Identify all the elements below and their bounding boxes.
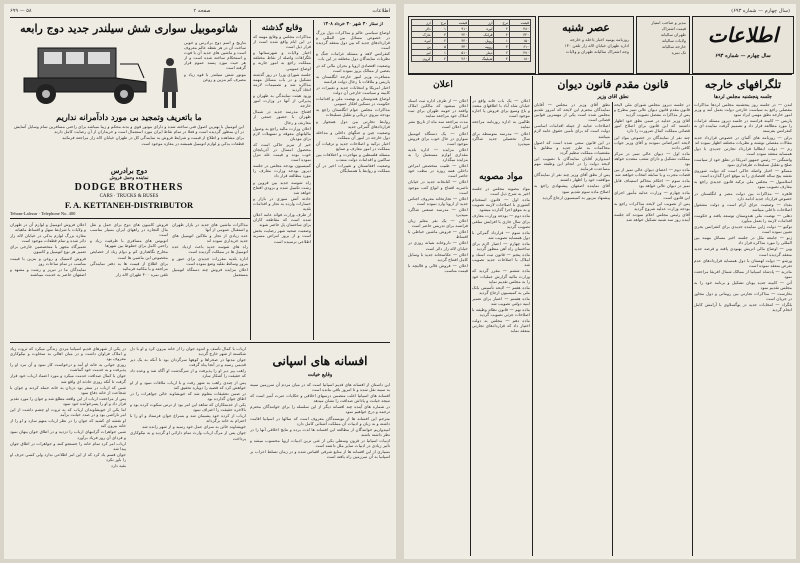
- dodge-advertisement: [10, 20, 248, 216]
- announcement-title: اعلان: [433, 80, 453, 90]
- past-events-title: وقایع گذشته: [261, 22, 303, 32]
- issue-date-block: [538, 16, 634, 74]
- lower-col-3: مذاکرات ماشین های جدید در بازار طهران و استقبال عمومی از آنها عده زیادی از تجار و ملاکین اتومبیل های جدید خریداری نموده اند راه های شوسه جدید باعث ازدیاد عده اتومبیل ها در مملکت گردیده است اداره بلدیه مقررات جدیدی برای عبور و مرور وسائط نقلیه وضع نموده است اعلان مزایده فروش چند دستگاه اتومبیل مستعمل: [172, 222, 248, 277]
- law-sub: نطق آقای وزیر: [597, 94, 629, 100]
- paper-name-small: اطلاعات: [372, 8, 390, 14]
- issue-info-text: روزنامه یومیه اخبار داخله و خارجه اداره طهران خیابان لاله زار تلفن ۱۳۰ وجه اشتراک سالیانه طهران و ولایات: [564, 37, 629, 55]
- column-rule: [313, 20, 314, 340]
- law-column-2: نطق آقای وزیر در مجلس — آقایان نمایندگان محترم این لایحه که امروز تقدیم مجلس شده است یکی از مهمترین قوانین قضائی است اصلاحات عدلیه از جمله اقدامات اساسی دولت است که برای تأمین حقوق عامه لازم میباشد در این قانون سعی شده است که اصول محاکمات به طرز جدید و مطابق با مقتضیات مملکت تنظیم گردد امیدوارم آقایان نمایندگان با تصویب این لایحه دولت را در انجام این وظیفه مهم مساعدت فرمایند پس از نطق آقای وزیر چند نفر از نمایندگان موافقت خود را اظهار داشتند آقای نماینده اصفهان پیشنهادی راجع به اصلاح ماده سوم تقدیم نمود پیشنهاد مزبور به کمیسیون ارجاع گردید: [534, 102, 610, 200]
- lower-col-2: فروش کامیون های دوج برای حمل و نقل مال التجاره در راههای ایران بسیار مناسب است اتوبوس های مسافری با ظرفیت زیاد و راحتی کامل برای خطوط بین شهرها مخارج نگاهداری کم و دوام زیاد از خصایص مخصوص این ماشین ها است برای اطلاع از قیمت ها به دفتر نمایندگی مراجعه و یا مکاتبه فرمائید تلفن نمره ۴۰۰ طهران لاله زار: [90, 222, 168, 277]
- date-line: از ستار ۳۰ شهر ۳۰ خرداد ۱۳۰۸: [323, 22, 383, 27]
- story-col-2: ارباب با کمال تأسف و اندوه جوان را از خانه بیرون کرد و او با دل شکسته از شهر خارج گردید جوان مدتها در صحراها و کوهها سرگردان بود تا آنکه به یک دیر قدیمی رسید و در آنجا پناه گرفت راهب پیر دیر او را پذیرفت و از سرگذشت او آگاه شد و وعده داد که حقیقت را آشکار سازد پس از چندی راهب به شهر رفت و با ارباب ملاقات نمود و از او خواهش کرد که قضیه را دوباره تحقیق کند در ضمن تحقیقات معلوم شد که خویشاوند خائن جواهرات را در اطاق جوان گذارده بود یکی از خدمتکاران که شاهد این امر بود از ترس سکوت کرده بود و بالاخره حقیقت را اعتراف نمود ارباب از کرده خود پشیمان شد و بسراغ جوان فرستاد و او را با احترام به خانه برگرداند خویشاوند خائن به سزای عمل خود رسید و از شهر رانده شد جوان پس از مرگ ارباب وارث تمام دارائی او گردید و به نیکوکاری پرداخت: [130, 346, 246, 441]
- lower-col-1: اعلان فروش اتومبیل و لوازم آن در طهران و ولایات با شرایط سهل و اقساط ماهیانه مغازه بزرگ لوازم یدکی در خیابان لاله زار دائر شده و تمام قطعات موجود است تعمیرگاه مجهز با متخصصین خارجی برای تعمیر هر نوع اتومبیل و کامیون فروش لاستیک و روغن و بنزین با قیمت مناسب در تمام ساعات روز نمایندگان ما در تبریز و رشت و مشهد و اصفهان حاضر به خدمت میباشند: [10, 222, 86, 277]
- column-rule: [612, 102, 613, 556]
- law-column-1: در جلسه دیروز مجلس شورای ملی لایحه قانون مقدم قانون دیوان عالی تمیز مطرح و پس از مذاکرات مفصل تصویب گردید آقای وزیر عدلیه در ضمن نطق خود اظهار داشتند که این قانون برای اصلاح امور قضائی مملکت کمال ضرورت را دارد چند نفر از نمایندگان در خصوص مواد این لایحه اعتراضاتی نمودند و آقای وزیر جواب کافی دادند ماده اول — دیوان عالی تمیز در مرکز مملکت تشکیل و دارای شعب متعدده خواهد بود ماده دوم — اعضای دیوان عالی تمیز از بین قضات مجرب و با سابقه انتخاب خواهند شد ماده سوم — احکام محاکم استیناف قابل تمیز در دیوان عالی خواهد بود ماده چهارم — وزارت عدلیه مأمور اجرای این قانون است پس از تصویب این لایحه مذاکرات راجع به بودجه وزارت عدلیه شروع گردید آقای رئیس مجلس اعلام نمودند که جلسه آینده روز سه شنبه تشکیل خواهد شد: [614, 102, 690, 222]
- ad-body-text: این اتومبیل با بهترین اصول فنی ساخته شده و دارای موتور قوی و بدنه محکم و زیبا میباشد برای راحتی مسافرین تمام وسایل آسایش در آن منظور گردیده است و فعلا در تمام نقاط ایران مورد استعمال است و خریداران از آن رضایت کامل دارند برای مشاهده و اطلاع از قیمت و شرایط فروش به نمایندگی کل در طهران خیابان لاله زار مراجعه فرمائید قطعات یدکی و لوازم اتومبیل همیشه در مغازه موجود است: [14, 124, 244, 147]
- announcement-column-a: اعلان — یک باب خانه واقع در خیابان شاه آباد با اطاقهای متعدد و باغ وسیع برای فروش یا اجاره موجود است طالبین به اداره روزنامه مراجعه نمایند اعلان — مدرسه متوسطه برای سال تحصیلی جدید شاگرد میپذیرد: [472, 98, 530, 146]
- masthead-rule: [408, 74, 792, 75]
- announcement-column-b: اعلان — از طرف اداره ثبت اسناد اعلان میشود که مالکین املاک واقعه در حومه طهران برای ثبت املاک خود مراجعه نمایند مدت مراجعه سه ماه از تاریخ نشر این اعلان است اعلان — یک دستگاه اتومبیل سواری در حال خوب برای فروش موجود است اعلان مزایده — اداره بلدیه مقداری لوازم مستعمل را به مزایده میگذارد اعلان — طبیب متخصص امراض داخلی همه روزه در مطب خود حاضر است اعلان — کتابخانه جدید در خیابان ناصریه افتتاح و انواع کتب موجود است اعلان — تجارتخانه معروف اجناس جدید از اروپا وارد نموده است اعلان — مدرسه صنعتی شاگرد میپذیرد اعلان — یک نفر معلم زبان فرانسه برای تدریس حاضر است اعلان — فروش ماشین خیاطی با اقساط اعلان — داروخانه شبانه روزی در خیابان لاله زار دائر است اعلان — عکاسخانه جدید با وسایل کامل افتتاح گردید اعلان — فروش قالی و قالیچه با قیمت مناسب: [408, 98, 468, 273]
- page-number: ۶۹۹ — ۵۸: [10, 8, 32, 14]
- law-title: قانون مقدم قانون دیوان: [557, 78, 669, 91]
- left-page-header: [10, 8, 390, 16]
- right-page-header: [410, 8, 790, 16]
- ad-brand: DODGE BROTHERS: [74, 182, 184, 193]
- subscription-block: [636, 16, 690, 74]
- materials-column: مواد مصوبه مجلس در جلسه اخیر به شرح ذیل است ماده اول — قانون استخدام کشوری با اصلاحات لازمه تصویب و به موقع اجرا گذارده میشود ماده دوم — بودجه وزارت معارف برای سال جاری با افزایش مبلغی تصویب گردید ماده سوم — قرارداد گمرکی با دول همسایه تصویب شد ماده چهارم — اعتبار لازم برای ساختمان راه آهن منظور گردید ماده پنجم — قانون ثبت اسناد و املاک با اصلاحات جدید تصویب شد ماده ششم — مقرر گردید که وزارت مالیه گزارش عملیات خود را به مجلس تقدیم نماید ماده هفتم — لایحه تأسیس بانک ملی به کمیسیون ارجاع گردید ماده هشتم — اعتبار برای تعمیر ابنیه دولتی تصویب شد ماده نهم — قانون نظام وظیفه با اصلاحات جزئی تصویب گردید ماده دهم — مجلس به دولت اختیار داد که قراردادهای تجارتی منعقد نماید: [472, 186, 530, 334]
- story-col-1: در یکی از شهرهای قدیم اسپانیا مردی زندگی میکرد که ثروت زیاد و املاک فراوان داشت و در میان اهالی به سخاوت و نیکوکاری معروف بود روزی جوانی به خانه او آمد و درخواست کار نمود و آن مرد او را پذیرفت و به خدمت خود گماشت جوان با کمال صداقت خدمت میکرد و مورد اعتماد ارباب خود قرار گرفت تا آنکه روزی حادثه ای واقع شد شبی که ارباب در سفر بود دزدان به خانه حمله کردند و جوان با شجاعت از خانه دفاع نمود پس از مراجعت ارباب از این واقعه مطلع شد و جوان را مورد تقدیر قرار داد و او را پسرخوانده خود نمود اما یکی از خویشاوندان ارباب که به ثروت او چشم داشت از این امر ناراضی بود و در صدد خیانت برآمد او نقشه ای کشید که جوان را در نظر ارباب متهم سازد و او را از خانه بیرون کند شبی جواهرات گرانبهای ارباب را دزدید و در اطاق جوان پنهان نمود و فردای آن روز فریاد برآورد ارباب امر کرد تمام خانه را جستجو کنند و جواهرات در اطاق جوان پیدا شد جوان قسم یاد کرد که از این امر اطلاعی ندارد ولی کسی حرف او را باور نکرد بقیه دارد: [10, 346, 126, 468]
- materials-title: مواد مصوبه: [479, 172, 523, 182]
- ad-products: CARS · TRUCKS & BUSES: [99, 194, 159, 199]
- header-rule: [10, 17, 390, 18]
- column-rule: [470, 96, 471, 556]
- foreign-telegrams-sub: جلسه پنجشنبه مجلس لردها: [713, 94, 772, 100]
- ad-side-text: بتاریخ و اسم دوج برادرس و خوبی ساخت آن در هر نقطه عالم معروف است و ماشین های جدید آن با قوت و استحکام ساخته شده است و از هر حیث مورد پسند عموم قرار گرفته است موتور شش سیلندر با قوه زیاد و مصرف کم بنزین و روغن: [184, 40, 246, 82]
- telegrams-column: لندن — در جلسه روز پنجشنبه مجلس لردها مذاکرات مفصلی راجع به سیاست خارجی دولت بعمل آمد و وزیر امور خارجه نطق مهمی ایراد نمود پاریس — کابینه فرانسه در جلسه دیروز مسئله غرامات را مورد مطالعه قرار داد و تصمیم گرفت نماینده ای به کنفرانس بفرستد برلن — روزنامه های آلمان در خصوص قرارداد جدید مقالات مفصلی نوشته و نظریات مختلفه اظهار نموده اند رم — دولت ایطالیا قرارداد تجارتی جدیدی با دول همسایه منعقد نموده است واشنگتن — رئیس جمهور امریکا در نطق خود از سیاست صلح و تقلیل تسلیحات طرفداری نمود مسکو — اخبار واصله حاکی است که دولت شوروی نقشه پنج ساله اقتصادی را به موقع اجرا گذارده است اسلامبول — مجلس ملی ترکیه قانون جدیدی راجع به معارف تصویب نمود قاهره — مذاکرات بین دولت مصر و انگلستان در خصوص قرارداد جدید ادامه دارد بغداد — وضعیت عراق آرام است و دولت مشغول اصلاحات داخلی میباشد دهلی — نهضت ملی هندوستان توسعه یافته و حکومت اقدامات لازمه را بعمل میآورد توکیو — دولت ژاپن نماینده جدیدی برای کنفرانس بحری تعیین نموده است ژنو — جامعه ملل در جلسه اخیر مسائل مهمه بین المللی را مورد مذاکره قرار داد وین — اوضاع مالی اتریش بهبودی یافته و قرضه جدید منعقد گردیده است ورشو — دولت لهستان با دول همسایه قراردادهای عدم تعرض منعقد نموده است مادرید — پادشاه اسپانیا از ممالک شمال افریقا مراجعت نمود آتن — کابینه جدید یونان تشکیل و برنامه خود را به مجلس تقدیم نمود بخارست — مذاکرات تجارتی بین رومانی و دول مجاور در جریان است بلگراد — انتخابات جدید در یوگسلاوی با آرامش کامل انجام گردید: [694, 102, 792, 313]
- page-label: صفحه ۲: [193, 8, 211, 14]
- ad-brand-persian: دوج برادرس: [110, 166, 148, 175]
- section-rule: [10, 218, 250, 219]
- ad-distributor: F. A. KETTANEH-DISTRIBUTOR: [64, 200, 194, 210]
- foreign-telegrams-title: تلگرافهای خارجه: [704, 78, 782, 91]
- masthead-logo: [692, 16, 794, 74]
- spanish-tales-subtitle: وقایع خیانت: [307, 372, 333, 378]
- column-rule: [692, 76, 693, 556]
- newspaper-name: اطلاعات: [707, 23, 779, 47]
- issue-number: (سال چهارم — شماره ۶۹۳): [731, 8, 790, 14]
- newspaper-subline: سال چهارم — شماره ۶۹۳: [715, 53, 771, 59]
- subscription-text: مدیر و صاحب امتیاز قیمت اشتراک طهران سالیانه ولایات سالیانه خارجه سالیانه تک نمره: [651, 20, 686, 56]
- past-events-column: مذاکرات مجلس و وقایع مهمه که در این ایام واقع شده است از قرار ذیل است اخبار ولایات و شهرستانها و تلگرافات واصله از نقاط مختلفه مملکت راجع به امور جاریه و اوضاع عمومی جلسه شورای وزرا در روز گذشته تشکیل و در باب مسائل مهمه مذاکره شد و تصمیمات لازمه اتخاذ گردید ورود هیئت نمایندگی به طهران و پذیرائی از آنها در وزارت امور خارجه افتتاح مدرسه جدید در شمال طهران با حضور جمعی از معاریف و رجال اعلان وزارت مالیه راجع به وصول مالیاتهای معوقه و تسهیلات لازم برای مودیان خبر از تبریز حاکی است که محصول امسال در آذربایجان خوب بوده و قیمت غله تنزل نموده است کمیسیون بودجه مجلس در جلسه دیروز بودجه وزارت معارف را مورد مطالعه قرار داد راه شوسه جدید بین قزوین و رشت تکمیل شده و بزودی افتتاح خواهد شد حادثه آتش سوزی در بازار و خسارات وارده به تجار و اقدامات بلدیه از طرف وزارت فوائد عامه اعلان شده است که مقاطعه کاران برای ساختمان پل حاضر شوند وضعیت صحیه شهر رضایت بخش است و از بروز امراض مسریه اطلاعی نرسیده است: [253, 34, 311, 244]
- issue-day-title: عصر شنبه: [562, 21, 610, 34]
- column-rule: [250, 20, 251, 340]
- ad-contact: Tehran-Lalezar · Telephone No. 400: [10, 211, 76, 216]
- section-rule: [10, 342, 390, 343]
- ad-brand-line-fa: نماینده وحمل فروش: [109, 176, 149, 181]
- spanish-tales-title: افسانه های اسپانی: [272, 354, 368, 368]
- ad-headline: شاتوموبیل سواری شش سیلندر جدید دوج رابعه: [20, 22, 238, 35]
- column-rule: [532, 76, 533, 556]
- car-illustration: [20, 38, 150, 108]
- story-col-3: این داستان از افسانه های قدیم اسپانیا است که در میان مردم آن سرزمین سینه به سینه نقل شده و تا امروز باقی مانده است افسانه های اسپانیا اغلب متضمن درسهای اخلاقی و حکایات عبرت آمیز است که نتیجه خیانت و پاداش صداقت را نشان میدهد در شماره های آینده چند افسانه دیگر از این سلسله را برای خوانندگان محترم ترجمه و درج خواهیم نمود مترجم این افسانه ها از نویسندگان معروف است که سالها در اسپانیا اقامت داشته و به زبان و ادبیات آن مملکت آشنائی کامل دارد امیدواریم خوانندگان از مطالعه این افسانه ها لذت برده و نتایج اخلاقی آنها را در نظر داشته باشند ادبیات اسپانیا در قرون وسطی یکی از غنی ترین ادبیات اروپا محسوب میشد و تأثیر زیادی در ادبیات سایر ملل داشته است بسیاری از این افسانه ها از منابع شرقی اقتباس شده و در زمان تسلط اعراب بر اسپانیا به آن سرزمین راه یافته است: [250, 382, 390, 460]
- exchange-table: قیمت نرخ ارز قیمت نرخ ارز ۴۸۰ ۲ لیره ۹۱۰ ۱ دلار ۳۲۰ ۴ فرانک ۲۲۰ ۳ مارک ۱۵۰ ۱ روبل ۴۴۰ ۲ لیره ۶۱۰ ۳ روپیه ۳۳۰ ۵ ین ۲۷۰ ۲ دینار ۵۱۰ ۱ لیر ۱۸۰ ۴ شیلینگ ۲۶۰ ۲ کرون: [411, 19, 531, 62]
- man-figure-illustration: [160, 56, 180, 108]
- right-column-text: اوضاع سیاسی عالم و مذاکرات دول بزرگ در خصوص مسائل بین المللی و قراردادهای جدید که بین دول منعقد گردیده است کنفرانس لاهه و مسئله غرامات جنگ و نظریات نمایندگان دول مختلفه در این باب وضعیت اقتصادی اروپا و بحران مالی که در بعضی از ممالک بروز نموده است مسافرت وزیر امور خارجه انگلستان به پاریس و ملاقات با رجال دولت فرانسه اخبار امریکا و انتخابات جدید و تغییرات در کابینه و سیاست خارجی آن دولت اوضاع هندوستان و نهضت ملی و اقدامات حکومت در تسکین افکار عمومی مذاکرات مجلس عوام انگلستان راجع به بودجه نیروی دریائی و تقلیل تسلیحات روابط تجارتی بین دول همجوار و قراردادهای گمرکی جدید وضعیت چین و جنگهای داخلی و مداخله دول خارجه در امور آن مملکت اخبار ترکیه و اصلاحات جدید و ترقیات آن مملکت در امور معارف و صنایع مسئله فلسطین و مهاجرت و اختلافات بین ساکنین و اقدامات دولت منتدب وضعیت افغانستان و تغییرات اخیر در آن مملکت و روابط با همسایگان: [316, 30, 390, 174]
- price-table-block: [408, 16, 536, 74]
- left-page: [4, 4, 396, 559]
- ad-tagline: ما باتعریف وتمجید بی مورد دادآمرانه نداریم: [56, 112, 202, 122]
- right-page: [404, 4, 796, 559]
